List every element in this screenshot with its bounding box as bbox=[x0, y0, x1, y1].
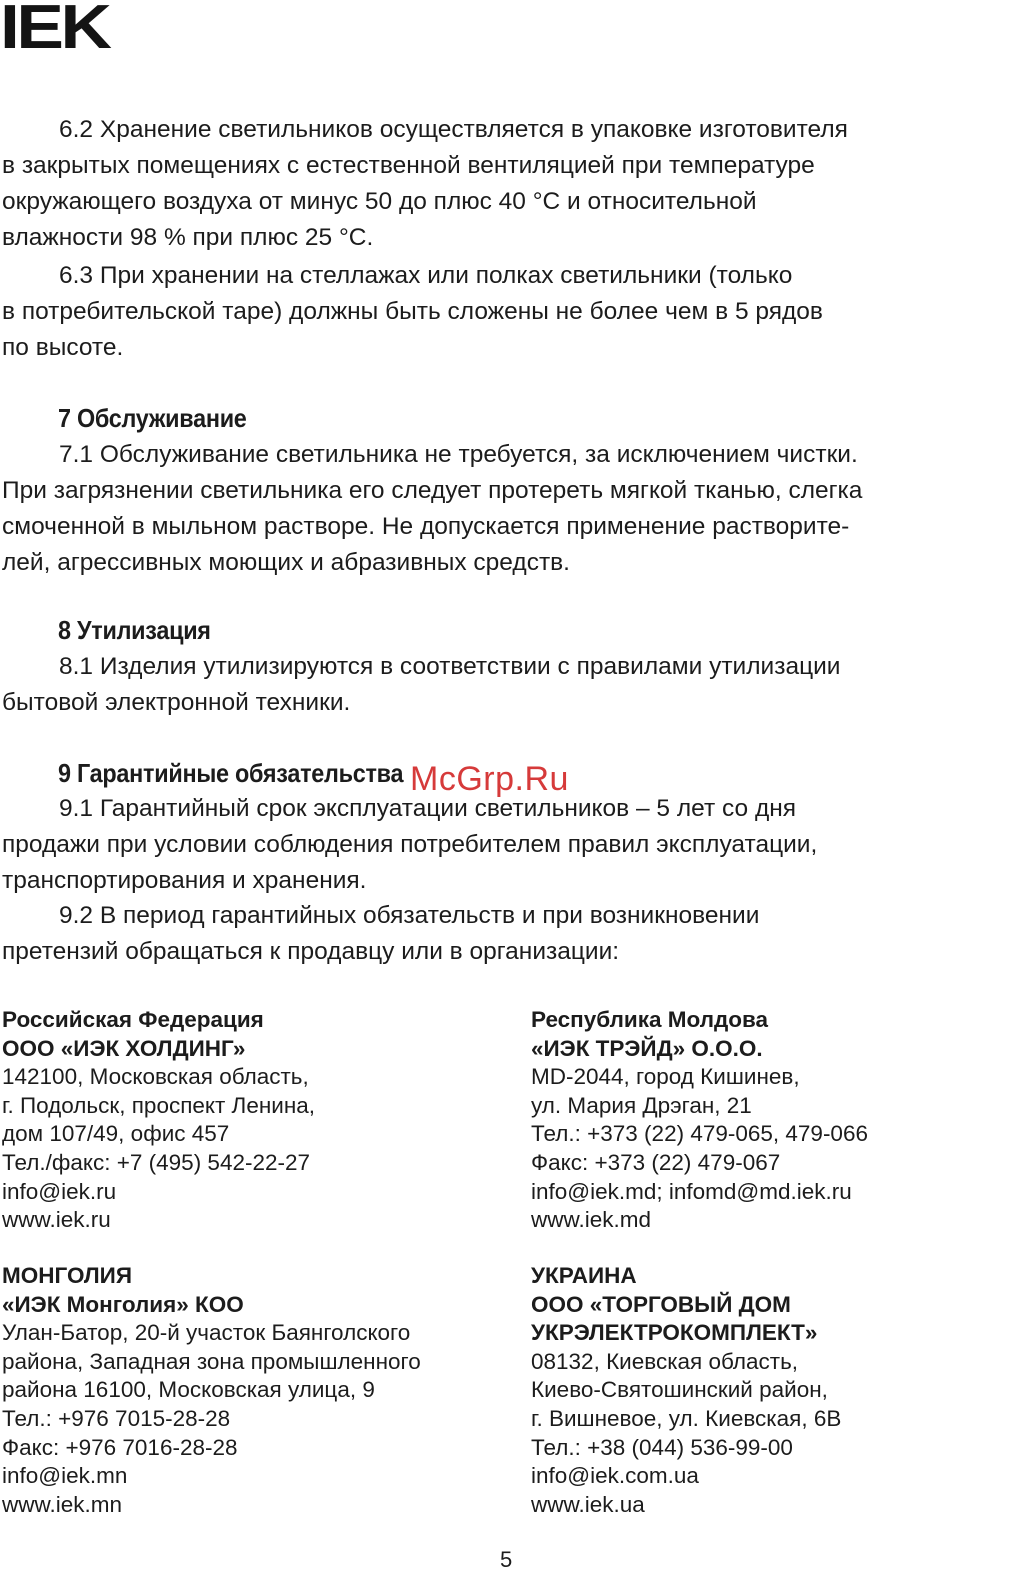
country-name: Российская Федерация bbox=[2, 1007, 264, 1032]
address-line: дом 107/49, офис 457 bbox=[2, 1121, 230, 1147]
paragraph-8-1: 8.1 Изделия утилизируются в соответствии с правилами утилизации бытовой электронной техники. bbox=[2, 653, 841, 716]
company-name: «ИЭК ТРЭЙД» О.О.О. bbox=[531, 1035, 763, 1061]
paragraph-9-2: 9.2 В период гарантийных обязательств и при возникновении претензий обращаться к продавцу или в организации: bbox=[2, 902, 760, 965]
address-line: 142100, Московская область, bbox=[2, 1064, 309, 1090]
company-name: ООО «ИЭК ХОЛДИНГ» bbox=[2, 1035, 246, 1061]
country-name: МОНГОЛИЯ bbox=[2, 1263, 133, 1288]
address-line: 08132, Киевская область, bbox=[531, 1348, 799, 1374]
heading-warranty: 9 Гарантийные обязательства bbox=[58, 758, 404, 788]
country-name: Республика Молдова bbox=[531, 1007, 769, 1032]
paragraph-6-3: 6.3 При хранении на стеллажах или полках светильники (только в потребительской таре) должны быть сложены не более чем в 5 рядов по высоте. bbox=[2, 262, 823, 361]
company-name: «ИЭК Монголия» КОО bbox=[2, 1291, 244, 1317]
address-line: района 16100, Московская улица, 9 bbox=[2, 1377, 375, 1403]
company-name: УКРЭЛЕКТРОКОМПЛЕКТ» bbox=[531, 1320, 818, 1346]
paragraph-7-1: 7.1 Обслуживание светильника не требуется, за исключением чистки. При загрязнении светильника его следует протереть мягкой тканью, слегка смоченной в мыльном растворе. Не допускается применение растворите- лей, агрессивных моющих и абразивных средств. bbox=[2, 441, 863, 576]
fax: Факс: +373 (22) 479-067 bbox=[531, 1149, 781, 1175]
heading-maintenance: 7 Обслуживание bbox=[58, 403, 247, 433]
address-line: г. Подольск, проспект Ленина, bbox=[2, 1092, 316, 1118]
email: info@iek.com.ua bbox=[531, 1463, 699, 1489]
phone: Тел.: +38 (044) 536-99-00 bbox=[531, 1434, 793, 1460]
heading-disposal: 8 Утилизация bbox=[58, 615, 211, 645]
address-line: ул. Мария Дрэган, 21 bbox=[531, 1092, 752, 1118]
website: www.iek.ua bbox=[531, 1491, 645, 1517]
address-line: района, Западная зона промышленного bbox=[2, 1348, 421, 1374]
address-line: г. Вишневое, ул. Киевская, 6В bbox=[531, 1405, 842, 1431]
website: www.iek.mn bbox=[2, 1491, 123, 1517]
paragraph-6-2: 6.2 Хранение светильников осуществляется в упаковке изготовителя в закрытых помещениях с естественной вентиляцией при температуре окружающего воздуха от минус 50 до плюс 40 °С и относительной влажности 98 % при плюс 25 °С. bbox=[2, 116, 848, 251]
address-line: Улан-Батор, 20-й участок Баянголского bbox=[2, 1320, 411, 1346]
phone: Тел.: +976 7015-28-28 bbox=[2, 1405, 231, 1431]
email: info@iek.mn bbox=[2, 1463, 128, 1489]
contact-moldova bbox=[531, 1006, 1011, 1235]
paragraph-9-1: 9.1 Гарантийный срок эксплуатации светильников – 5 лет со дня продажи при условии соблюдения потребителем правил эксплуатации, транспортирования и хранения. bbox=[2, 795, 818, 894]
country-name: УКРАИНА bbox=[531, 1263, 637, 1288]
fax: Факс: +976 7016-28-28 bbox=[2, 1434, 238, 1460]
phone: Тел.: +373 (22) 479-065, 479-066 bbox=[531, 1121, 868, 1147]
website: www.iek.ru bbox=[2, 1207, 111, 1233]
company-name: ООО «ТОРГОВЫЙ ДОМ bbox=[531, 1291, 791, 1317]
contact-russia bbox=[2, 1006, 482, 1235]
page-number: 5 bbox=[500, 1547, 513, 1572]
address-line: MD-2044, город Кишинев, bbox=[531, 1064, 800, 1090]
email: info@iek.md; infomd@md.iek.ru bbox=[531, 1178, 852, 1204]
contact-ukraine bbox=[531, 1262, 1011, 1519]
contact-mongolia bbox=[2, 1262, 482, 1519]
address-line: Киево-Святошинский район, bbox=[531, 1377, 828, 1403]
iek-logo: IEK bbox=[0, 0, 109, 62]
phone-fax: Тел./факс: +7 (495) 542-22-27 bbox=[2, 1149, 311, 1175]
watermark: McGrp.Ru bbox=[410, 760, 569, 798]
email: info@iek.ru bbox=[2, 1178, 117, 1204]
website: www.iek.md bbox=[531, 1207, 652, 1233]
